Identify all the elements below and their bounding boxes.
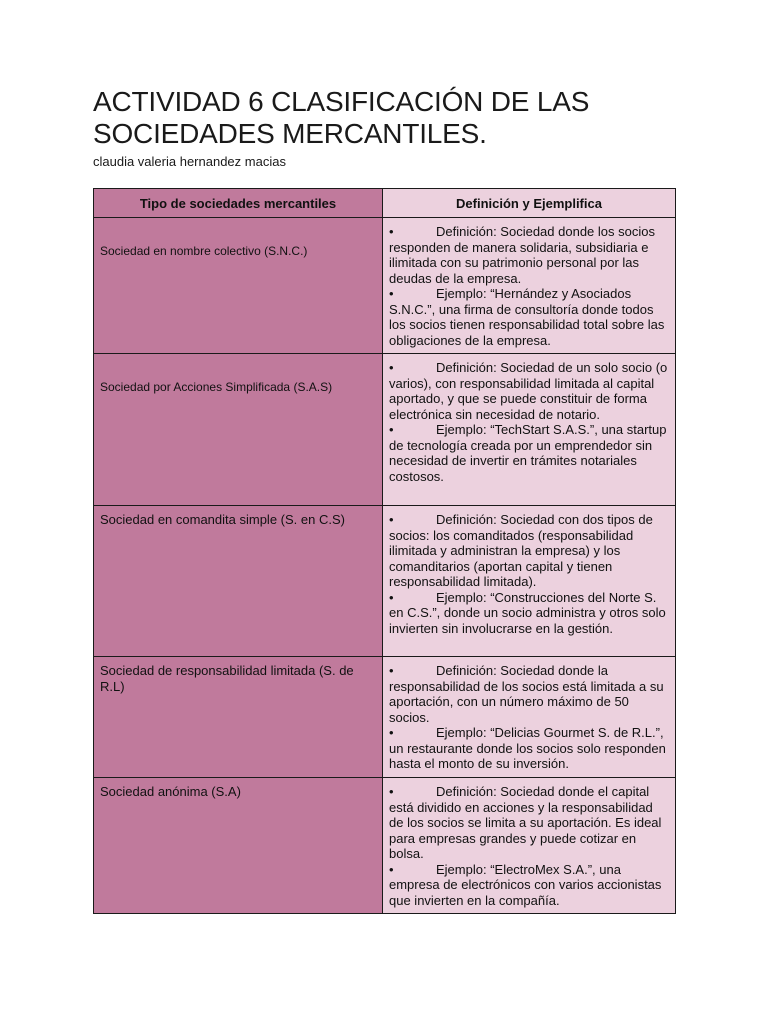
- bullet-icon: •: [389, 589, 394, 605]
- table-row: [94, 354, 676, 506]
- document-author: claudia valeria hernandez macias: [93, 154, 286, 169]
- definition-item: • Definición: Sociedad donde los socios responden de manera solidaria, subsidiaria e ilimitada con su patrimonio personal por las deudas de la empresa.: [389, 224, 655, 286]
- header-type: Tipo de sociedades mercantiles: [94, 189, 383, 218]
- bullet-icon: •: [389, 360, 394, 375]
- example-item: • Ejemplo: “TechStart S.A.S.”, una startup de tecnología creada por un emprendedor sin necesidad de invertir en trámites notariales costosos.: [389, 422, 667, 484]
- example-item: • Ejemplo: “Construcciones del Norte S. en C.S.”, donde un socio administra y otros solo invierten sin involucrarse en la gestión.: [389, 589, 666, 636]
- table-header-row: [94, 189, 676, 218]
- bullet-icon: •: [389, 286, 394, 301]
- bullet-icon: •: [389, 512, 394, 527]
- classification-table: [93, 188, 676, 914]
- definition-item: • Definición: Sociedad donde el capital está dividido en acciones y la responsabilidad de los socios se limita a su aportación. Es ideal para empresas grandes y puede cotizar en bolsa.: [389, 784, 662, 861]
- bullet-icon: •: [389, 725, 394, 740]
- bullet-icon: •: [389, 861, 394, 877]
- type-cell: [94, 506, 383, 657]
- definition-item: • Definición: Sociedad donde la responsabilidad de los socios está limitada a su aportación, con un número máximo de 50 socios.: [389, 663, 664, 725]
- example-item: • Ejemplo: “ElectroMex S.A.”, una empresa de electrónicos con varios accionistas que invierten en la compañía.: [389, 861, 662, 908]
- type-label: Sociedad por Acciones Simplificada (S.A.S): [100, 380, 333, 394]
- example-item: • Ejemplo: “Hernández y Asociados S.N.C.”, una firma de consultoría donde todos los socios tienen responsabilidad total sobre las obligaciones de la empresa.: [389, 286, 665, 348]
- definition-item: • Definición: Sociedad de un solo socio (o varios), con responsabilidad limitada al capital aportado, y que se puede constituir de forma electrónica sin necesidad de notario.: [389, 360, 668, 422]
- bullet-icon: •: [389, 422, 394, 437]
- type-label: Sociedad de responsabilidad limitada (S. de R.L): [100, 663, 354, 694]
- type-label: Sociedad en comandita simple (S. en C.S): [100, 512, 345, 527]
- definition-cell: [383, 657, 676, 778]
- type-cell: [94, 354, 383, 506]
- type-cell: [94, 778, 383, 914]
- table-row: [94, 657, 676, 778]
- bullet-icon: •: [389, 663, 394, 678]
- table-row: [94, 218, 676, 354]
- type-cell: [94, 218, 383, 354]
- example-item: • Ejemplo: “Delicias Gourmet S. de R.L.”, un restaurante donde los socios solo responden hasta el monto de su inversión.: [389, 725, 666, 771]
- definition-cell: [383, 506, 676, 657]
- definition-cell: [383, 778, 676, 914]
- document-header: [93, 86, 675, 170]
- bullet-icon: •: [389, 784, 394, 799]
- header-definition: Definición y Ejemplifica: [383, 189, 676, 218]
- bullet-icon: •: [389, 224, 394, 239]
- type-label: Sociedad anónima (S.A): [100, 784, 241, 799]
- document-title: ACTIVIDAD 6 CLASIFICACIÓN DE LAS SOCIEDADES MERCANTILES.: [93, 86, 590, 149]
- definition-cell: [383, 218, 676, 354]
- table-row: [94, 778, 676, 914]
- type-cell: [94, 657, 383, 778]
- type-label: Sociedad en nombre colectivo (S.N.C.): [100, 244, 308, 258]
- definition-cell: [383, 354, 676, 506]
- definition-item: • Definición: Sociedad con dos tipos de socios: los comanditados (responsabilidad ilimitada y administran la empresa) y los comanditarios (aportan capital y tienen responsabilidad limitada).: [389, 512, 653, 589]
- table-row: [94, 506, 676, 657]
